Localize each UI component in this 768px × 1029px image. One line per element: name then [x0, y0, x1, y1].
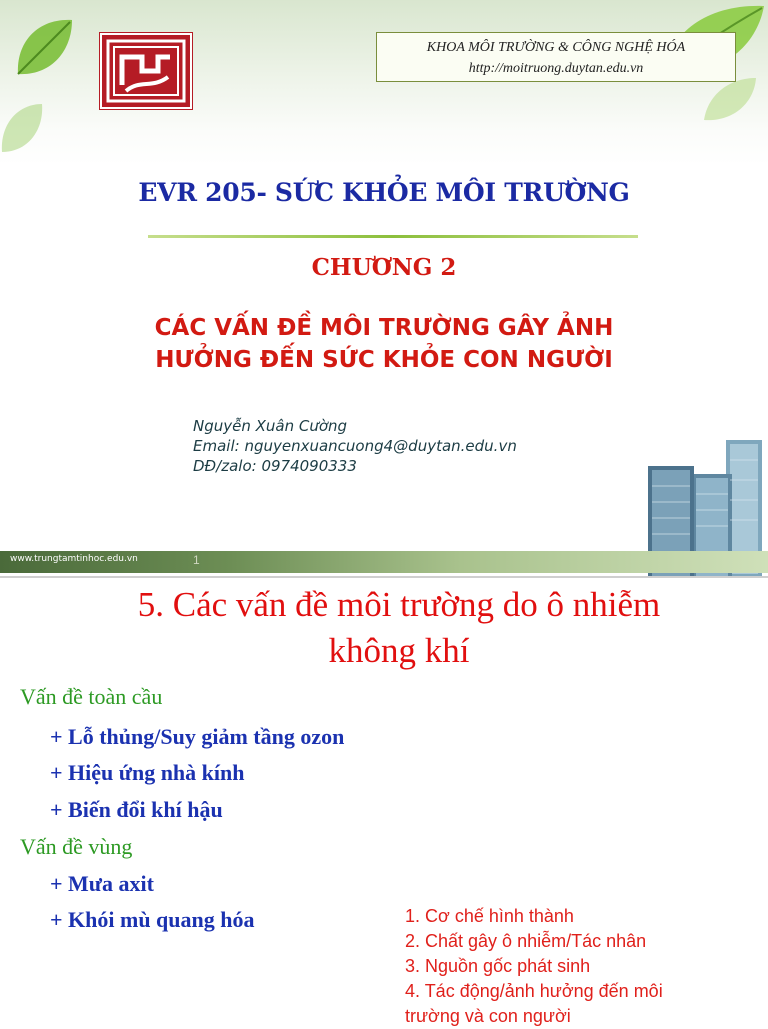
- title-divider: [148, 235, 638, 238]
- author-email[interactable]: Email: nguyenxuancuong4@duytan.edu.vn: [193, 437, 517, 455]
- chapter-title-line: CÁC VẤN ĐỀ MÔI TRƯỜNG GÂY ẢNH: [154, 315, 614, 341]
- note-item: trường và con người: [405, 1006, 571, 1026]
- university-logo: [100, 33, 192, 109]
- author-name: Nguyễn Xuân Cường: [193, 417, 348, 435]
- faculty-url[interactable]: http://moitruong.duytan.edu.vn: [468, 61, 644, 76]
- slide-divider: [0, 576, 768, 578]
- note-item: 4. Tác động/ảnh hưởng đến môi: [405, 981, 663, 1001]
- list-item: + Mưa axit: [50, 871, 154, 896]
- section-title-line: 5. Các vấn đề môi trường do ô nhiễm: [137, 585, 661, 624]
- author-phone: DĐ/zalo: 0974090333: [193, 457, 357, 475]
- notes-list: [405, 904, 745, 1029]
- author-info: [193, 416, 517, 476]
- chapter-title: [0, 312, 768, 376]
- regional-issues-heading: Vấn đề vùng: [20, 834, 133, 859]
- chapter-label: CHƯƠNG 2: [311, 254, 457, 281]
- faculty-box: [376, 32, 736, 82]
- list-item: + Biến đổi khí hậu: [50, 797, 223, 822]
- chapter-title-line: HƯỞNG ĐẾN SỨC KHỎE CON NGƯỜI: [155, 347, 613, 373]
- global-issues-heading: Vấn đề toàn cầu: [20, 684, 163, 709]
- list-item: + Khói mù quang hóa: [50, 907, 255, 932]
- note-item: 3. Nguồn gốc phát sinh: [405, 956, 591, 976]
- leaf-icon: [0, 100, 46, 156]
- course-title: EVR 205- SỨC KHỎE MÔI TRƯỜNG: [138, 178, 630, 207]
- leaf-icon: [10, 12, 80, 82]
- page-number: 1: [193, 553, 200, 567]
- note-item: 1. Cơ chế hình thành: [405, 906, 574, 926]
- section-title: [0, 582, 768, 674]
- list-item: + Lỗ thủng/Suy giảm tầng ozon: [50, 724, 345, 749]
- section-title-line: không khí: [328, 631, 470, 670]
- note-item: 2. Chất gây ô nhiễm/Tác nhân: [405, 931, 647, 951]
- faculty-name: KHOA MÔI TRƯỜNG & CÔNG NGHỆ HÓA: [426, 40, 686, 55]
- footer-url[interactable]: www.trungtamtinhoc.edu.vn: [10, 554, 138, 564]
- list-item: + Hiệu ứng nhà kính: [50, 760, 245, 785]
